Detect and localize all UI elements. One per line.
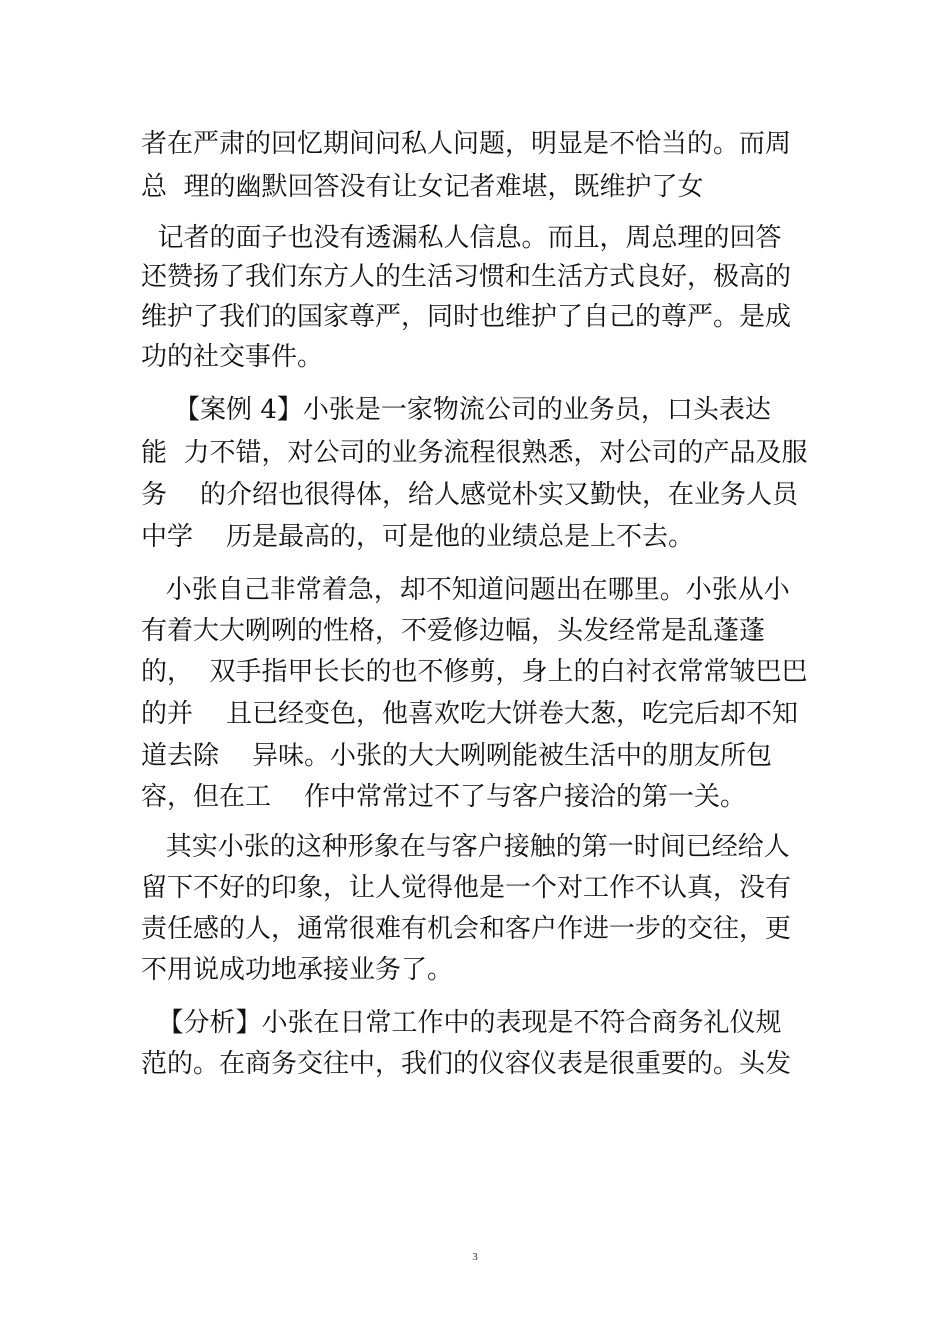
text-line: 小张自己非常着急，却不知道问题出在哪里。小张从小 (141, 575, 790, 605)
text-line: 还赞扬了我们东方人的生活习惯和生活方式良好，极高的 (141, 262, 792, 292)
text-line: 务 的介绍也很得体，给人感觉朴实又勤快，在业务人员 (141, 480, 799, 510)
text-line: 容，但在工 作中常常过不了与客户接洽的第一关。 (141, 782, 747, 812)
text-line: 留下不好的印象，让人觉得他是一个对工作不认真，没有 (141, 873, 792, 903)
text-line: 功的社交事件。 (141, 342, 324, 372)
text-line: 范的。在商务交往中，我们的仪容仪表是很重要的。头发 (141, 1049, 792, 1079)
text-line: 不用说成功地承接业务了。 (141, 955, 454, 985)
text-line: 【案例 4】小张是一家物流公司的业务员，口头表达 (141, 395, 771, 425)
text-line: 总 理的幽默回答没有让女记者难堪，既维护了女 (141, 172, 704, 202)
text-line: 的并 且已经变色，他喜欢吃大饼卷大葱，吃完后却不知 (141, 699, 799, 729)
text-line: 者在严肃的回忆期间问私人问题，明显是不恰当的。而周 (141, 129, 792, 159)
text-line: 【分析】小张在日常工作中的表现是不符合商务礼仪规 (141, 1008, 782, 1038)
text-line: 的， 双手指甲长长的也不修剪，身上的白衬衣常常皱巴巴 (141, 657, 808, 687)
text-line: 中学 历是最高的，可是他的业绩总是上不去。 (141, 522, 695, 552)
text-line: 其实小张的这种形象在与客户接触的第一时间已经给人 (141, 832, 790, 862)
text-line: 有着大大咧咧的性格，不爱修边幅，头发经常是乱蓬蓬 (141, 616, 766, 646)
text-line: 道去除 异味。小张的大大咧咧能被生活中的朋友所包 (141, 741, 773, 771)
text-line: 能 力不错，对公司的业务流程很熟悉，对公司的产品及服 (141, 438, 808, 468)
page-number: 3 (472, 1251, 478, 1263)
text-line: 责任感的人，通常很难有机会和客户作进一步的交往，更 (141, 914, 792, 944)
text-line: 维护了我们的国家尊严，同时也维护了自己的尊严。是成 (141, 302, 792, 332)
text-line: 记者的面子也没有透漏私人信息。而且，周总理的回答 (141, 223, 782, 253)
